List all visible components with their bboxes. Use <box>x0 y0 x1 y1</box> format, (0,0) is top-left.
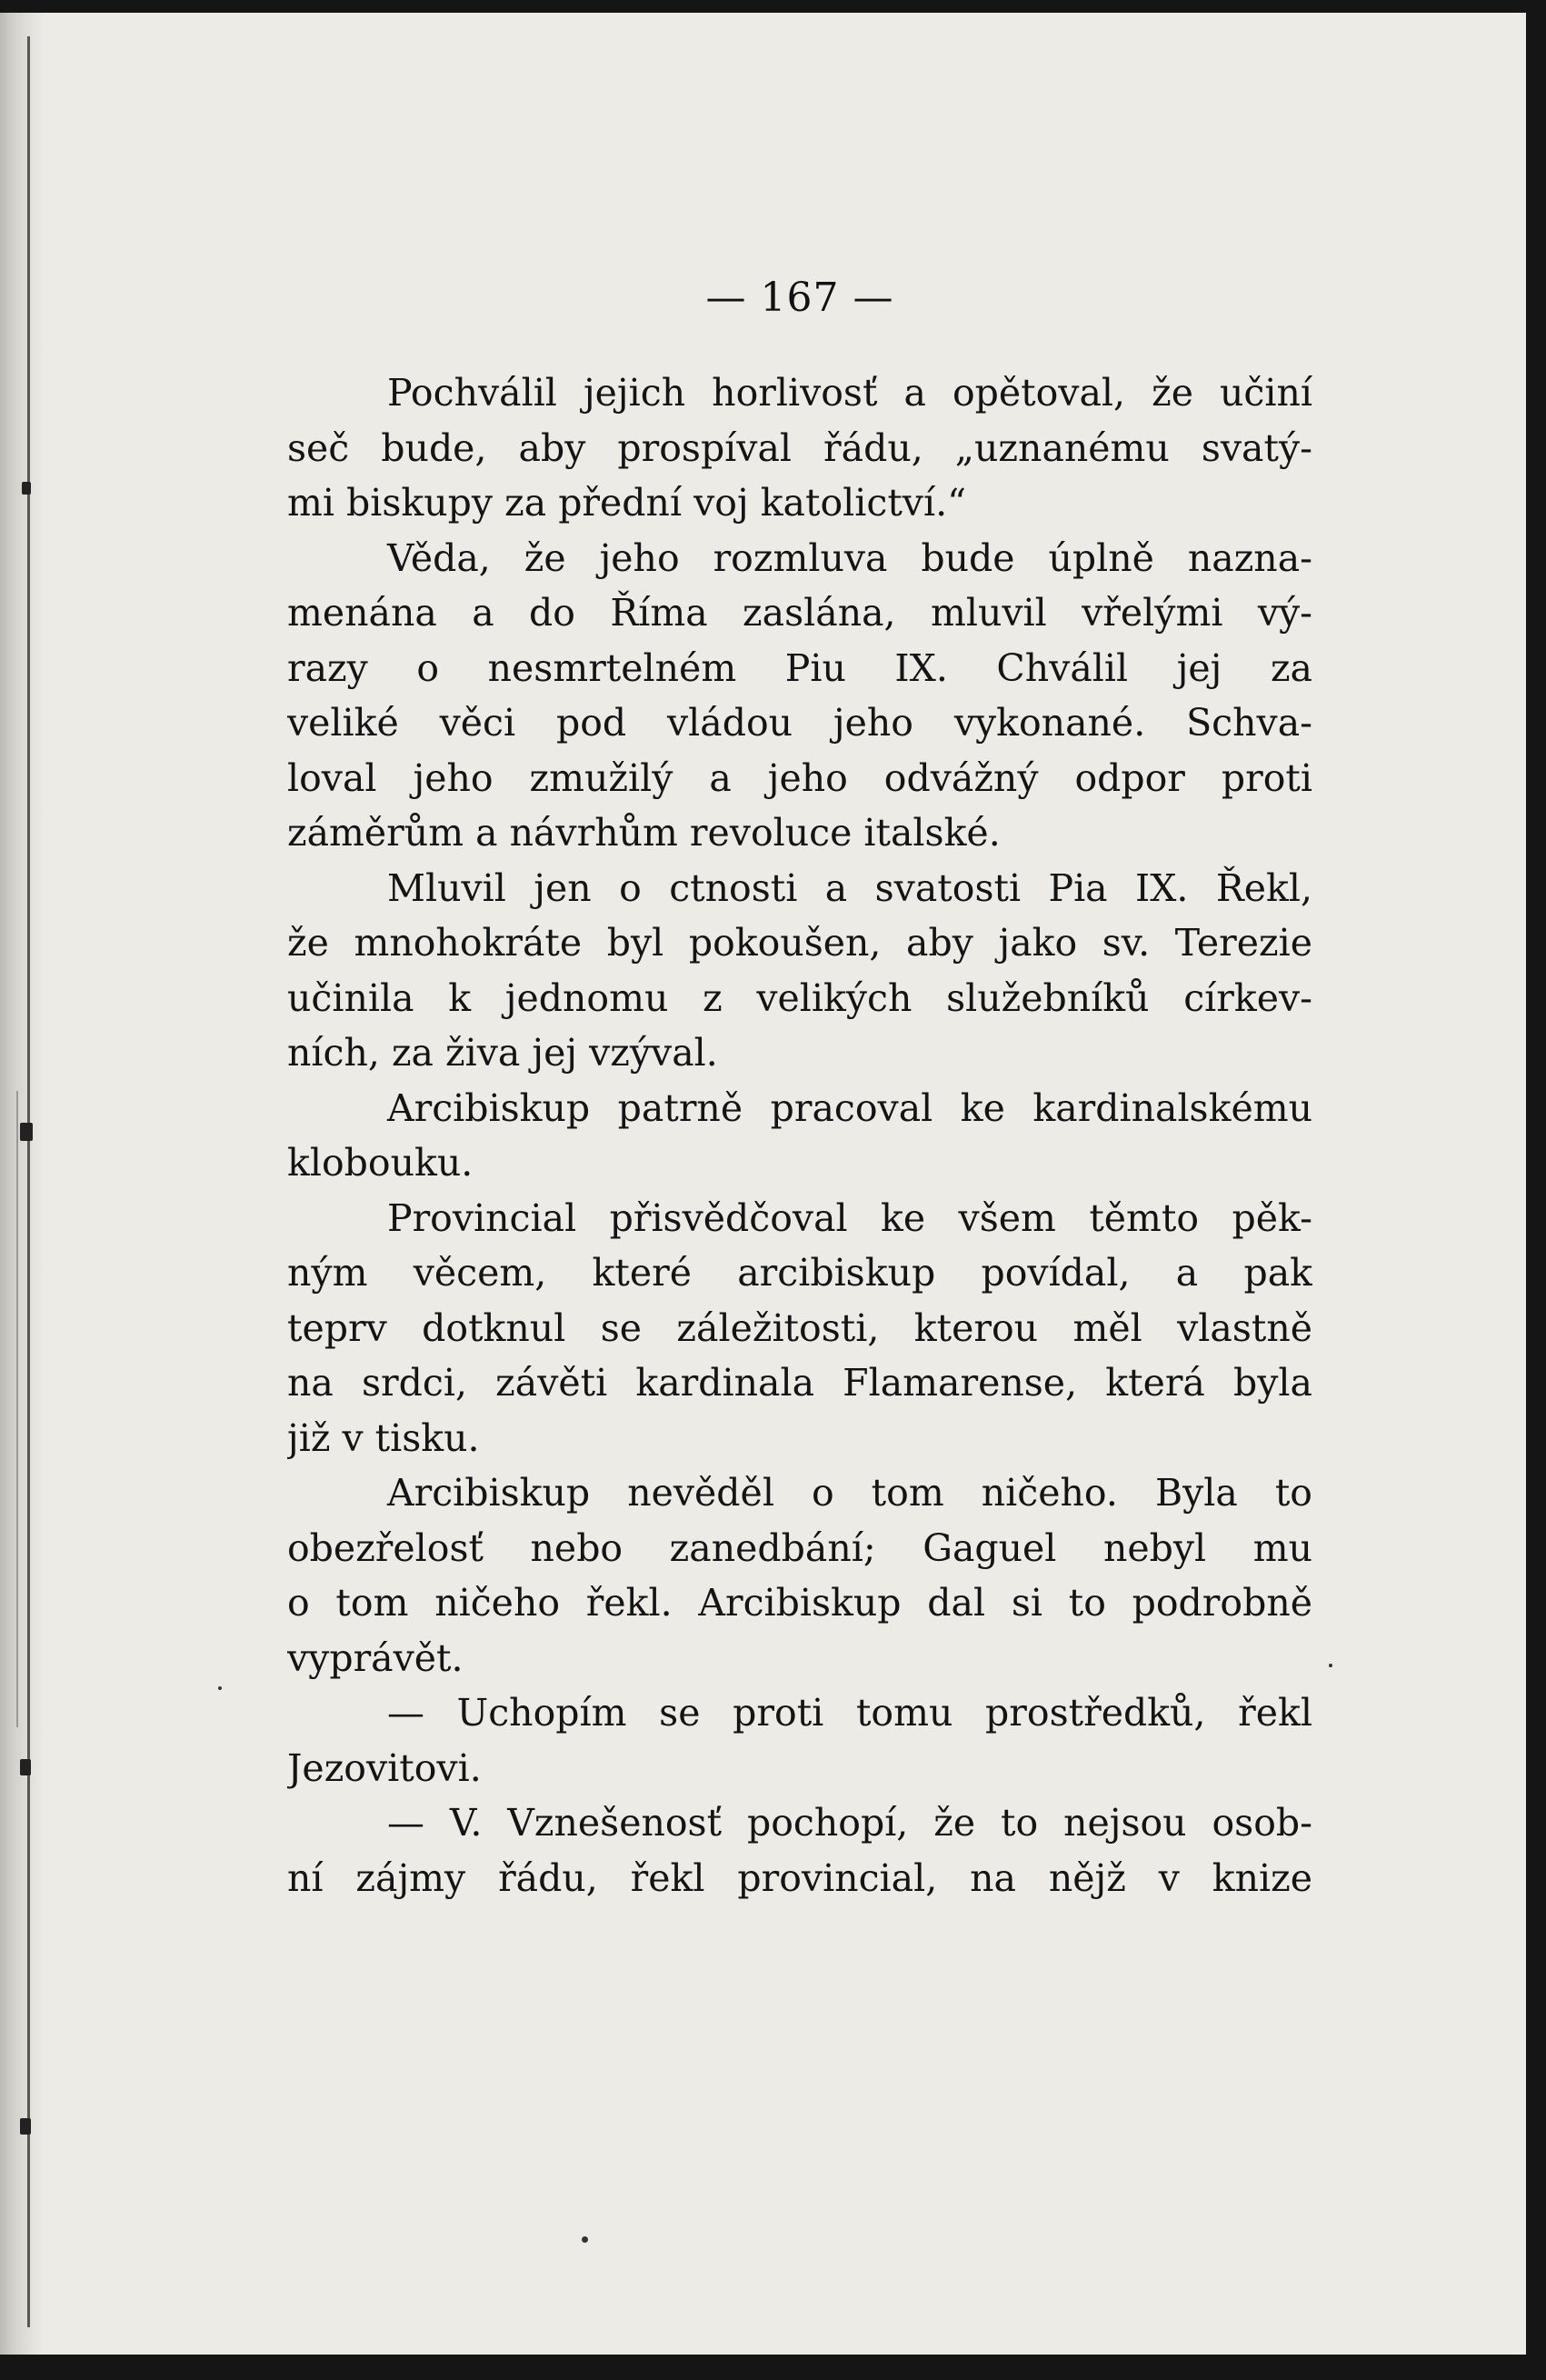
binding-mark <box>20 1123 33 1141</box>
text-line: razy o nesmrtelném Piu IX. Chválil jej za <box>287 645 1312 690</box>
page-number: — 167 — <box>705 275 894 321</box>
text-line: seč bude, aby prospíval řádu, „uznanému svatý- <box>287 425 1312 470</box>
text-line: Provincial přisvědčoval ke všem těmto pěk- <box>387 1195 1312 1240</box>
text-line: teprv dotknul se záležitosti, kterou měl vlastně <box>287 1305 1312 1350</box>
page-spine-shadow <box>0 0 45 2380</box>
text-line: ní zájmy řádu, řekl provincial, na nějž v knize <box>287 1855 1312 1900</box>
binding-mark <box>20 2118 31 2135</box>
text-line: že mnohokráte byl pokoušen, aby jako sv. Terezie <box>287 921 1312 965</box>
text-line: Pochválil jejich horlivosť a opětoval, že učiní <box>387 371 1312 415</box>
text-line: Arcibiskup patrně pracoval ke kardinalskému <box>387 1085 1312 1130</box>
text-line: Věda, že jeho rozmluva bude úplně nazna- <box>387 535 1312 580</box>
text-line: ních, za živa jej vzýval. <box>287 1031 718 1075</box>
text-line: ným věcem, které arcibiskup povídal, a pak <box>287 1251 1312 1295</box>
text-line: klobouku. <box>287 1141 474 1185</box>
text-line: obezřelosť nebo zanedbání; Gaguel nebyl mu <box>287 1525 1312 1570</box>
text-line: loval jeho zmužilý a jeho odvážný odpor proti <box>287 755 1312 800</box>
binding-mark <box>20 1759 31 1775</box>
binding-line <box>27 36 30 2327</box>
text-line: učinila k jednomu z velikých služebníků církev- <box>287 975 1312 1020</box>
binding-line-faint <box>16 1091 18 1727</box>
text-line: Mluvil jen o ctnosti a svatosti Pia IX. Řekl, <box>387 865 1312 910</box>
text-line: záměrům a návrhům revoluce italské. <box>287 811 1001 855</box>
binding-mark <box>22 482 31 495</box>
text-line: již v tisku. <box>287 1415 480 1460</box>
text-line: menána a do Říma zaslána, mluvil vřelými vý- <box>287 591 1312 635</box>
text-line: — Uchopím se proti tomu prostředků, řekl <box>387 1691 1312 1735</box>
paper-speck <box>1329 1664 1332 1667</box>
text-line: vyprávět. <box>287 1635 464 1680</box>
body-text <box>287 365 1312 1905</box>
paper-speck <box>218 1686 222 1690</box>
scan-border-top <box>0 0 1546 13</box>
text-line: Jezovitovi. <box>287 1745 482 1790</box>
text-line: — V. Vznešenosť pochopí, že to nejsou osob- <box>387 1801 1312 1845</box>
text-line: na srdci, závěti kardinala Flamarense, která byla <box>287 1361 1312 1405</box>
scan-border-right <box>1526 0 1546 2380</box>
text-line: mi biskupy za přední voj katolictví.“ <box>287 481 967 525</box>
paper-speck <box>582 2236 588 2243</box>
text-line: o tom ničeho řekl. Arcibiskup dal si to podrobně <box>287 1581 1312 1625</box>
text-line: veliké věci pod vládou jeho vykonané. Schva- <box>287 701 1312 745</box>
text-line: Arcibiskup nevěděl o tom ničeho. Byla to <box>387 1471 1312 1515</box>
scan-border-bottom <box>0 2355 1546 2380</box>
